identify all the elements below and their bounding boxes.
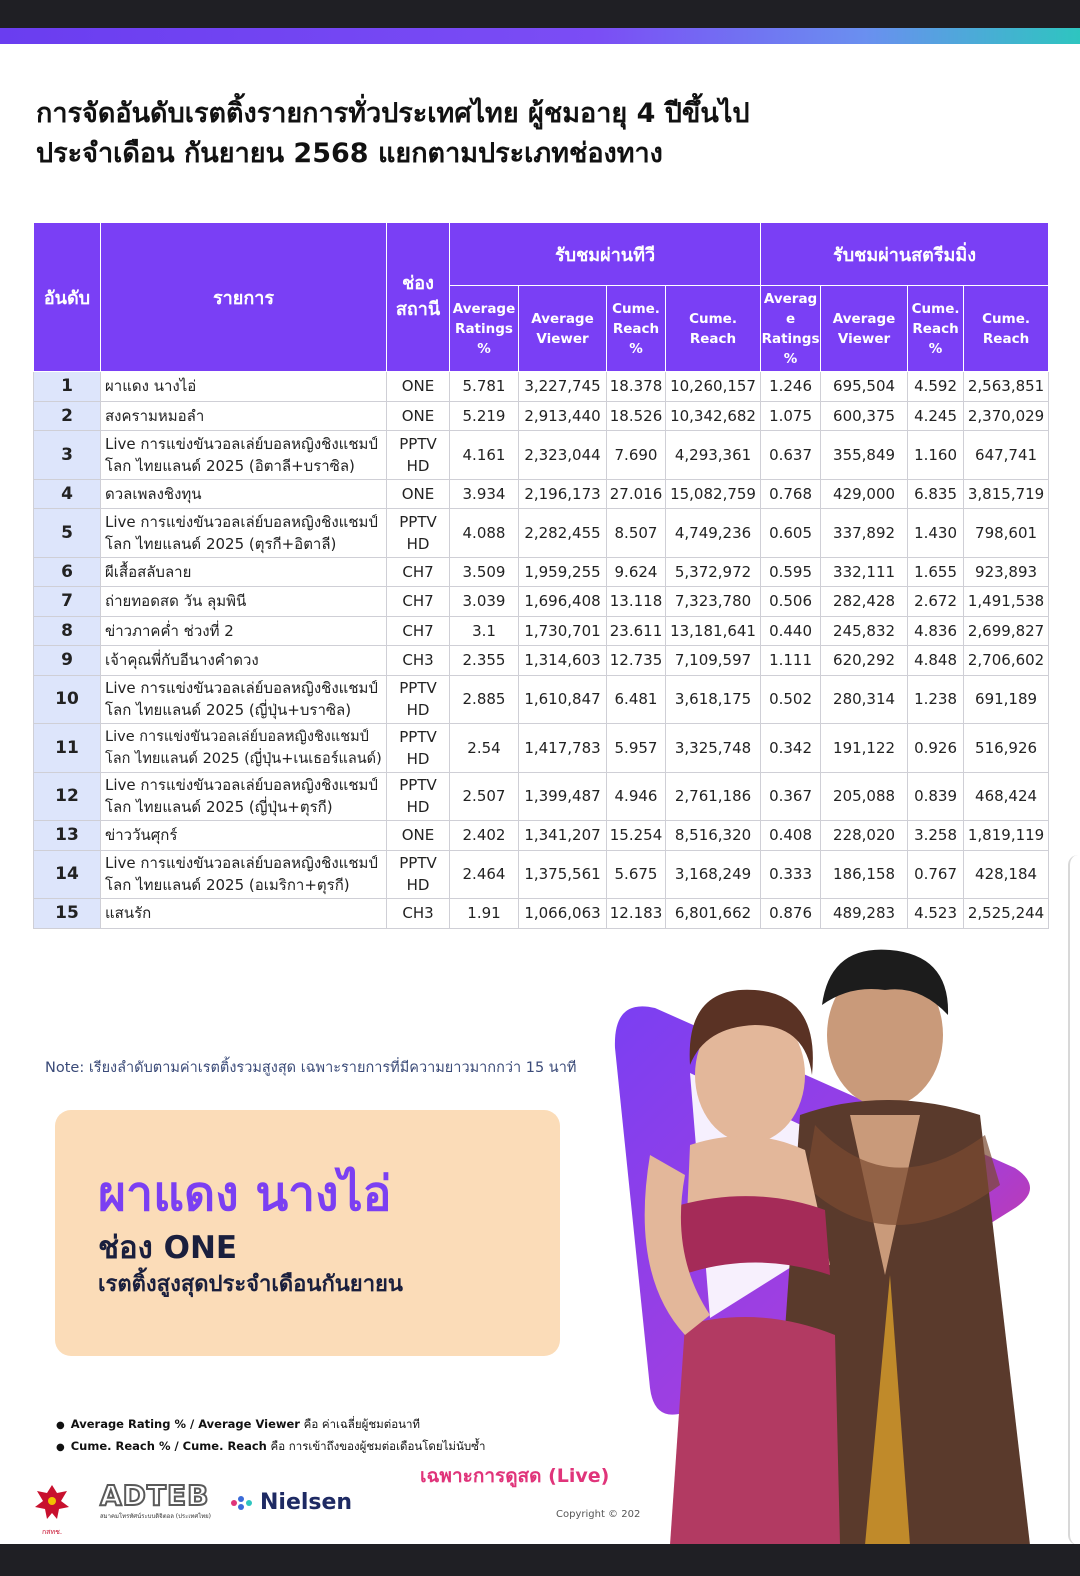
tv-cume-reach-pct-cell: 13.118 [607, 587, 666, 617]
scroll-edge-indicator [1068, 855, 1080, 1545]
header-stream-cume-reach-pct: Cume. Reach % [908, 286, 964, 372]
program-cell: Live การแข่งขันวอลเล่ย์บอลหญิงชิงแชมป์ โลก ไทยแลนด์ 2025 (ญี่ปุ่น+บราซิล) [101, 675, 387, 724]
title-line-2: ประจำเดือน กันยายน 2568 แยกตามประเภทช่องทาง [36, 138, 663, 169]
stream-cume-reach-cell: 468,424 [964, 772, 1049, 821]
promo-actors-image [590, 945, 1060, 1545]
stream-cume-reach-pct-cell: 1.160 [908, 431, 964, 480]
stream-avg-viewer-cell: 282,428 [821, 587, 908, 617]
channel-cell: ONE [387, 479, 450, 509]
stream-avg-rating-cell: 0.768 [761, 479, 821, 509]
header-program: รายการ [101, 223, 387, 372]
table-row [34, 479, 1049, 509]
rank-cell: 15 [34, 899, 101, 929]
tv-avg-viewer-cell: 1,314,603 [519, 646, 607, 676]
adteb-logo [100, 1481, 211, 1521]
stream-avg-viewer-cell: 228,020 [821, 821, 908, 851]
tv-avg-rating-cell: 5.219 [450, 401, 519, 431]
tv-cume-reach-cell: 15,082,759 [666, 479, 761, 509]
program-cell: เจ้าคุณพี่กับอีนางคำดวง [101, 646, 387, 676]
table-row [34, 772, 1049, 821]
tv-cume-reach-pct-cell: 23.611 [607, 616, 666, 646]
header-tv-group: รับชมผ่านทีวี [450, 223, 761, 286]
table-row [34, 431, 1049, 480]
stream-avg-viewer-cell: 245,832 [821, 616, 908, 646]
stream-cume-reach-pct-cell: 1.655 [908, 557, 964, 587]
rank-cell: 9 [34, 646, 101, 676]
tv-avg-viewer-cell: 2,282,455 [519, 509, 607, 558]
channel-cell: ONE [387, 821, 450, 851]
stream-avg-viewer-cell: 280,314 [821, 675, 908, 724]
tv-avg-rating-cell: 5.781 [450, 372, 519, 402]
rank-cell: 10 [34, 675, 101, 724]
table-row [34, 587, 1049, 617]
stream-avg-viewer-cell: 337,892 [821, 509, 908, 558]
header-tv-avg-viewer: Average Viewer [519, 286, 607, 372]
program-cell: Live การแข่งขันวอลเล่ย์บอลหญิงชิงแชมป์ โลก ไทยแลนด์ 2025 (ญี่ปุ่น+เนเธอร์แลนด์) [101, 724, 387, 773]
tv-cume-reach-cell: 3,325,748 [666, 724, 761, 773]
tv-cume-reach-cell: 4,749,236 [666, 509, 761, 558]
tv-avg-viewer-cell: 2,913,440 [519, 401, 607, 431]
rank-cell: 2 [34, 401, 101, 431]
tv-avg-viewer-cell: 1,066,063 [519, 899, 607, 929]
legend-term: Average Rating % / Average Viewer [70, 1417, 300, 1431]
table-row [34, 850, 1049, 899]
tv-avg-rating-cell: 3.934 [450, 479, 519, 509]
tv-avg-rating-cell: 4.088 [450, 509, 519, 558]
channel-cell: PPTV HD [387, 724, 450, 773]
program-cell: ผาแดง นางไอ่ [101, 372, 387, 402]
tv-cume-reach-cell: 4,293,361 [666, 431, 761, 480]
table-row [34, 675, 1049, 724]
channel-cell: CH7 [387, 616, 450, 646]
tv-cume-reach-cell: 7,109,597 [666, 646, 761, 676]
highlight-channel: ช่อง ONE [98, 1230, 238, 1266]
stream-cume-reach-cell: 2,706,602 [964, 646, 1049, 676]
table-row [34, 372, 1049, 402]
header-rank: อันดับ [34, 223, 101, 372]
program-cell: ดวลเพลงชิงทุน [101, 479, 387, 509]
top-status-bar [0, 0, 1080, 28]
channel-cell: CH3 [387, 646, 450, 676]
table-row [34, 899, 1049, 929]
stream-cume-reach-pct-cell: 0.767 [908, 850, 964, 899]
header-stream-group: รับชมผ่านสตรีมมิ่ง [761, 223, 1049, 286]
tv-cume-reach-pct-cell: 6.481 [607, 675, 666, 724]
tv-cume-reach-pct-cell: 5.957 [607, 724, 666, 773]
stream-cume-reach-cell: 2,370,029 [964, 401, 1049, 431]
legend-item-average [56, 1414, 485, 1436]
tv-avg-rating-cell: 2.355 [450, 646, 519, 676]
legend-item-cume [56, 1436, 485, 1458]
garuda-icon [33, 1483, 71, 1529]
tv-avg-rating-cell: 3.1 [450, 616, 519, 646]
tv-cume-reach-pct-cell: 27.016 [607, 479, 666, 509]
rank-cell: 6 [34, 557, 101, 587]
stream-avg-viewer-cell: 186,158 [821, 850, 908, 899]
stream-avg-viewer-cell: 600,375 [821, 401, 908, 431]
stream-avg-rating-cell: 1.246 [761, 372, 821, 402]
bottom-navigation-bar [0, 1544, 1080, 1576]
rank-cell: 14 [34, 850, 101, 899]
table-row [34, 616, 1049, 646]
header-stream-avg-rating: Averag e Ratings % [761, 286, 821, 372]
header-tv-avg-rating: Average Ratings % [450, 286, 519, 372]
table-row [34, 646, 1049, 676]
stream-avg-rating-cell: 0.637 [761, 431, 821, 480]
stream-cume-reach-pct-cell: 0.839 [908, 772, 964, 821]
header-channel: ช่อง สถานี [387, 223, 450, 372]
tv-avg-viewer-cell: 1,610,847 [519, 675, 607, 724]
adteb-wordmark: ADTEB [100, 1479, 210, 1512]
stream-cume-reach-cell: 3,815,719 [964, 479, 1049, 509]
program-cell: Live การแข่งขันวอลเล่ย์บอลหญิงชิงแชมป์ โลก ไทยแลนด์ 2025 (ญี่ปุ่น+ตุรกี) [101, 772, 387, 821]
stream-cume-reach-pct-cell: 4.245 [908, 401, 964, 431]
tv-avg-rating-cell: 3.039 [450, 587, 519, 617]
stream-cume-reach-pct-cell: 3.258 [908, 821, 964, 851]
tv-cume-reach-pct-cell: 7.690 [607, 431, 666, 480]
legend-term: Cume. Reach % / Cume. Reach [70, 1439, 267, 1453]
tv-cume-reach-cell: 13,181,641 [666, 616, 761, 646]
copyright-text: Copyright © 202 [556, 1509, 641, 1520]
stream-cume-reach-cell: 798,601 [964, 509, 1049, 558]
stream-cume-reach-cell: 691,189 [964, 675, 1049, 724]
stream-avg-rating-cell: 0.440 [761, 616, 821, 646]
rank-cell: 12 [34, 772, 101, 821]
ratings-table [33, 222, 1049, 929]
channel-cell: CH7 [387, 557, 450, 587]
tv-avg-viewer-cell: 2,323,044 [519, 431, 607, 480]
legend-definition: คือ การเข้าถึงของผู้ชมต่อเดือนโดยไม่นับซ้ำ [270, 1439, 486, 1453]
stream-cume-reach-pct-cell: 2.672 [908, 587, 964, 617]
stream-cume-reach-pct-cell: 0.926 [908, 724, 964, 773]
tv-cume-reach-pct-cell: 12.183 [607, 899, 666, 929]
stream-avg-viewer-cell: 620,292 [821, 646, 908, 676]
title-line-1: การจัดอันดับเรตติ้งรายการทั่วประเทศไทย ผู้ชมอายุ 4 ปีขึ้นไป [36, 98, 750, 129]
stream-avg-viewer-cell: 332,111 [821, 557, 908, 587]
stream-avg-rating-cell: 1.075 [761, 401, 821, 431]
tv-cume-reach-pct-cell: 8.507 [607, 509, 666, 558]
live-only-note: เฉพาะการดูสด (Live) [420, 1465, 610, 1487]
header-tv-cume-reach: Cume. Reach [666, 286, 761, 372]
stream-avg-rating-cell: 0.605 [761, 509, 821, 558]
stream-cume-reach-cell: 2,699,827 [964, 616, 1049, 646]
program-cell: Live การแข่งขันวอลเล่ย์บอลหญิงชิงแชมป์ โลก ไทยแลนด์ 2025 (อเมริกา+ตุรกี) [101, 850, 387, 899]
header-gradient-bar [0, 28, 1080, 44]
stream-avg-rating-cell: 0.876 [761, 899, 821, 929]
garuda-logo [33, 1483, 71, 1536]
stream-cume-reach-cell: 923,893 [964, 557, 1049, 587]
header-stream-avg-viewer: Average Viewer [821, 286, 908, 372]
stream-cume-reach-cell: 516,926 [964, 724, 1049, 773]
definitions-legend [56, 1414, 485, 1458]
highlight-program-title: ผาแดง นางไอ่ [98, 1166, 392, 1222]
tv-cume-reach-pct-cell: 18.526 [607, 401, 666, 431]
tv-cume-reach-cell: 3,618,175 [666, 675, 761, 724]
table-row [34, 821, 1049, 851]
channel-cell: ONE [387, 372, 450, 402]
stream-avg-viewer-cell: 355,849 [821, 431, 908, 480]
stream-avg-viewer-cell: 429,000 [821, 479, 908, 509]
ranking-note: Note: เรียงลำดับตามค่าเรตติ้งรวมสูงสุด เฉพาะรายการที่มีความยาวมากกว่า 15 นาที [45, 1060, 577, 1076]
legend-definition: คือ ค่าเฉลี่ยผู้ชมต่อนาที [303, 1417, 420, 1431]
stream-avg-rating-cell: 1.111 [761, 646, 821, 676]
tv-cume-reach-pct-cell: 9.624 [607, 557, 666, 587]
stream-avg-viewer-cell: 489,283 [821, 899, 908, 929]
tv-avg-viewer-cell: 2,196,173 [519, 479, 607, 509]
table-row [34, 557, 1049, 587]
tv-cume-reach-cell: 10,260,157 [666, 372, 761, 402]
table-row [34, 509, 1049, 558]
tv-avg-rating-cell: 2.54 [450, 724, 519, 773]
tv-avg-viewer-cell: 3,227,745 [519, 372, 607, 402]
channel-cell: CH3 [387, 899, 450, 929]
rank-cell: 5 [34, 509, 101, 558]
nielsen-dots-icon [230, 1495, 256, 1511]
stream-avg-rating-cell: 0.595 [761, 557, 821, 587]
tv-cume-reach-pct-cell: 12.735 [607, 646, 666, 676]
rank-cell: 7 [34, 587, 101, 617]
tv-avg-viewer-cell: 1,417,783 [519, 724, 607, 773]
stream-cume-reach-cell: 1,491,538 [964, 587, 1049, 617]
stream-avg-viewer-cell: 205,088 [821, 772, 908, 821]
stream-cume-reach-cell: 647,741 [964, 431, 1049, 480]
tv-cume-reach-cell: 3,168,249 [666, 850, 761, 899]
program-cell: แสนรัก [101, 899, 387, 929]
tv-cume-reach-pct-cell: 18.378 [607, 372, 666, 402]
channel-cell: CH7 [387, 587, 450, 617]
stream-avg-rating-cell: 0.367 [761, 772, 821, 821]
tv-avg-viewer-cell: 1,730,701 [519, 616, 607, 646]
tv-avg-rating-cell: 2.507 [450, 772, 519, 821]
table-row [34, 401, 1049, 431]
stream-cume-reach-cell: 2,563,851 [964, 372, 1049, 402]
stream-cume-reach-pct-cell: 4.848 [908, 646, 964, 676]
page-title [36, 94, 1036, 174]
stream-cume-reach-pct-cell: 4.836 [908, 616, 964, 646]
stream-cume-reach-cell: 2,525,244 [964, 899, 1049, 929]
tv-avg-viewer-cell: 1,375,561 [519, 850, 607, 899]
program-cell: สงครามหมอลำ [101, 401, 387, 431]
program-cell: Live การแข่งขันวอลเล่ย์บอลหญิงชิงแชมป์ โลก ไทยแลนด์ 2025 (ตุรกี+อิตาลี) [101, 509, 387, 558]
nielsen-logo [230, 1490, 352, 1515]
table-row [34, 724, 1049, 773]
program-cell: ผีเสื้อสลับลาย [101, 557, 387, 587]
garuda-caption: กสทช. [41, 1528, 63, 1536]
stream-avg-rating-cell: 0.408 [761, 821, 821, 851]
header-stream-cume-reach: Cume. Reach [964, 286, 1049, 372]
tv-cume-reach-cell: 7,323,780 [666, 587, 761, 617]
highlight-description: เรตติ้งสูงสุดประจำเดือนกันยายน [98, 1272, 403, 1297]
channel-cell: PPTV HD [387, 431, 450, 480]
program-cell: ถ่ายทอดสด วัน ลุมพินี [101, 587, 387, 617]
tv-avg-viewer-cell: 1,341,207 [519, 821, 607, 851]
tv-avg-viewer-cell: 1,959,255 [519, 557, 607, 587]
tv-cume-reach-cell: 2,761,186 [666, 772, 761, 821]
stream-avg-viewer-cell: 695,504 [821, 372, 908, 402]
stream-avg-rating-cell: 0.506 [761, 587, 821, 617]
tv-avg-rating-cell: 4.161 [450, 431, 519, 480]
tv-cume-reach-pct-cell: 5.675 [607, 850, 666, 899]
channel-cell: PPTV HD [387, 850, 450, 899]
nielsen-wordmark: Nielsen [260, 1490, 353, 1515]
stream-avg-viewer-cell: 191,122 [821, 724, 908, 773]
table-body [34, 372, 1049, 929]
rank-cell: 13 [34, 821, 101, 851]
tv-avg-rating-cell: 2.464 [450, 850, 519, 899]
tv-avg-rating-cell: 2.402 [450, 821, 519, 851]
rank-cell: 3 [34, 431, 101, 480]
program-cell: ข่าววันศุกร์ [101, 821, 387, 851]
rank-cell: 8 [34, 616, 101, 646]
stream-cume-reach-cell: 1,819,119 [964, 821, 1049, 851]
rank-cell: 11 [34, 724, 101, 773]
stream-cume-reach-pct-cell: 1.430 [908, 509, 964, 558]
tv-avg-rating-cell: 1.91 [450, 899, 519, 929]
tv-avg-viewer-cell: 1,399,487 [519, 772, 607, 821]
adteb-subtitle: สมาคมโทรทัศน์ระบบดิจิตอล (ประเทศไทย) [100, 1513, 212, 1520]
tv-cume-reach-cell: 8,516,320 [666, 821, 761, 851]
tv-cume-reach-cell: 5,372,972 [666, 557, 761, 587]
header-tv-cume-reach-pct: Cume. Reach % [607, 286, 666, 372]
rank-cell: 1 [34, 372, 101, 402]
stream-cume-reach-pct-cell: 4.592 [908, 372, 964, 402]
program-cell: ข่าวภาคค่ำ ช่วงที่ 2 [101, 616, 387, 646]
channel-cell: ONE [387, 401, 450, 431]
stream-avg-rating-cell: 0.342 [761, 724, 821, 773]
tv-avg-rating-cell: 3.509 [450, 557, 519, 587]
stream-avg-rating-cell: 0.502 [761, 675, 821, 724]
channel-cell: PPTV HD [387, 675, 450, 724]
rank-cell: 4 [34, 479, 101, 509]
tv-cume-reach-cell: 10,342,682 [666, 401, 761, 431]
stream-avg-rating-cell: 0.333 [761, 850, 821, 899]
stream-cume-reach-pct-cell: 4.523 [908, 899, 964, 929]
stream-cume-reach-cell: 428,184 [964, 850, 1049, 899]
stream-cume-reach-pct-cell: 6.835 [908, 479, 964, 509]
tv-cume-reach-pct-cell: 4.946 [607, 772, 666, 821]
tv-cume-reach-cell: 6,801,662 [666, 899, 761, 929]
program-cell: Live การแข่งขันวอลเล่ย์บอลหญิงชิงแชมป์ โลก ไทยแลนด์ 2025 (อิตาลี+บราซิล) [101, 431, 387, 480]
stream-cume-reach-pct-cell: 1.238 [908, 675, 964, 724]
channel-cell: PPTV HD [387, 772, 450, 821]
tv-avg-rating-cell: 2.885 [450, 675, 519, 724]
tv-cume-reach-pct-cell: 15.254 [607, 821, 666, 851]
channel-cell: PPTV HD [387, 509, 450, 558]
tv-avg-viewer-cell: 1,696,408 [519, 587, 607, 617]
